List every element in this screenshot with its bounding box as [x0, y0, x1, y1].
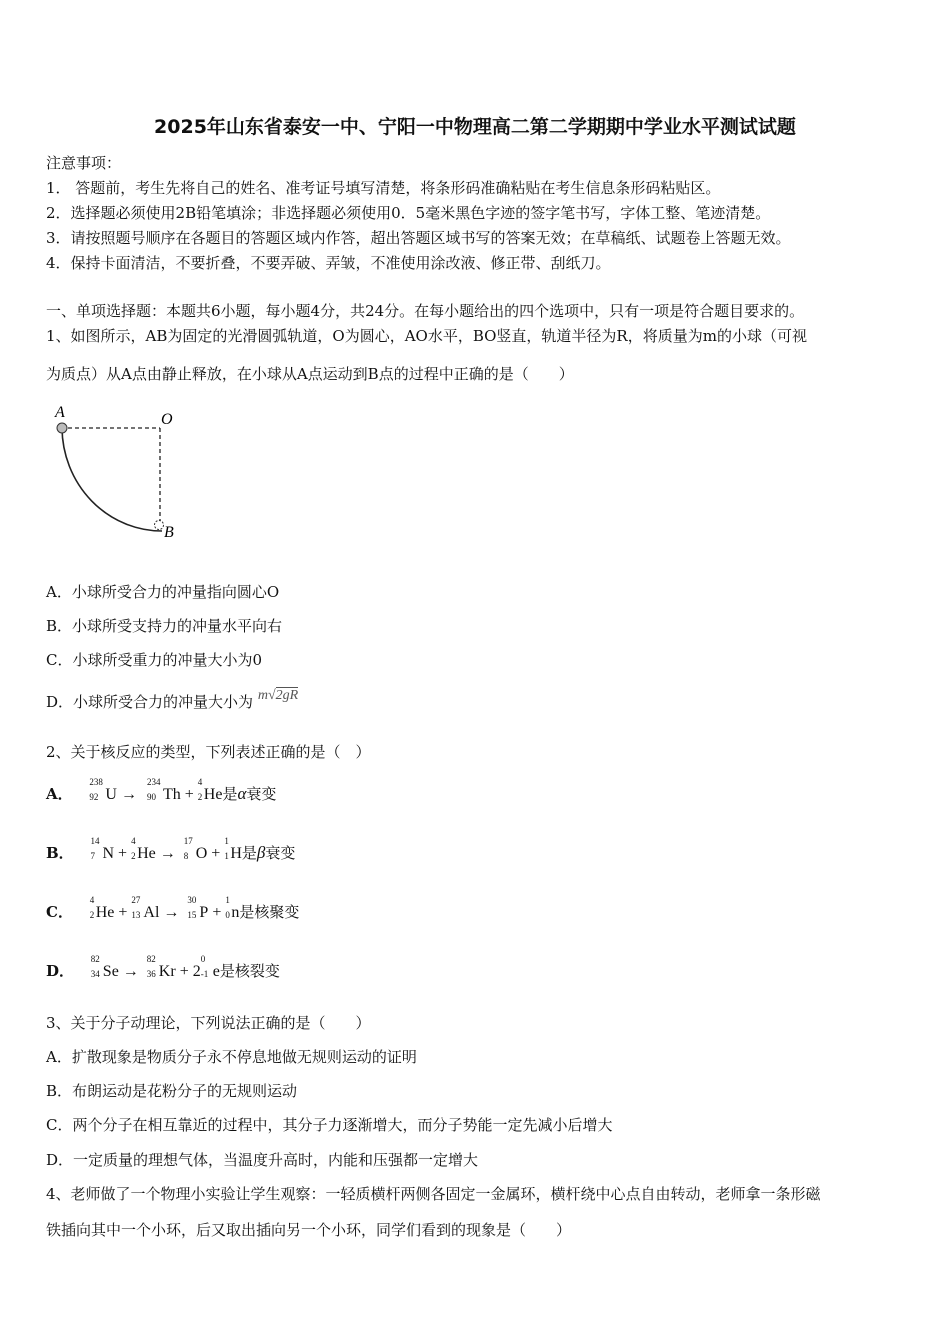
notice-item-1: 1． 答题前，考生先将自己的姓名、准考证号填写清楚，将条形码准确粘贴在考生信息条形码粘贴区。 — [46, 179, 721, 197]
notice-item-4: 4．保持卡面清洁，不要折叠，不要弄破、弄皱，不准使用涂改液、修正带、刮纸刀。 — [46, 254, 611, 272]
nuclide-he4: 4 2 He — [131, 836, 156, 863]
label-o: O — [161, 411, 173, 428]
q1-option-a: A．小球所受合力的冲量指向圆心O — [46, 583, 280, 601]
q3-option-c: C．两个分子在相互靠近的过程中，其分子力逐渐增大，而分子势能一定先减小后增大 — [46, 1116, 613, 1134]
nuclide-electron: 0 -1 e — [200, 954, 220, 981]
q3-stem: 3、关于分子动理论，下列说法正确的是（ ） — [46, 1014, 371, 1032]
alpha-symbol: α — [237, 784, 247, 803]
q2-stem: 2、关于核反应的类型，下列表述正确的是（ ） — [46, 743, 371, 761]
q1-option-b: B．小球所受支持力的冲量水平向右 — [46, 617, 283, 635]
q1-stem-line-1: 1、如图所示，AB为固定的光滑圆弧轨道，O为圆心，AO水平，BO竖直，轨道半径为R，将质量为m的小球（可视 — [46, 327, 807, 345]
q2-option-c: C． 4 2 He + 27 13 Al → 30 15 P + 1 0 n是核聚变 — [46, 895, 300, 922]
notice-item-2: 2．选择题必须使用2B铅笔填涂；非选择题必须使用0．5毫米黑色字迹的签字笔书写，字体工整、笔迹清楚。 — [46, 204, 771, 222]
q1-arc-figure — [48, 400, 188, 545]
nuclide-se82: 82 34 Se — [90, 954, 119, 981]
q2-c-equation: 4 2 He + 27 13 Al → 30 15 P + 1 0 n — [89, 895, 240, 922]
q4-stem-line-1: 4、老师做了一个物理小实验让学生观察：一轻质横杆两侧各固定一金属环，横杆绕中心点自由转动，老师拿一条形磁 — [46, 1185, 821, 1203]
nuclide-p30: 30 15 P — [187, 895, 209, 922]
q2-option-d: D． 82 34 Se → 82 36 Kr + 2 0 -1 e是核裂变 — [46, 954, 280, 981]
nuclide-al27: 27 13 Al — [131, 895, 160, 922]
q3-option-a: A．扩散现象是物质分子永不停息地做无规则运动的证明 — [46, 1048, 417, 1066]
nuclide-n14: 14 7 N — [90, 836, 115, 863]
q3-option-d: D．一定质量的理想气体，当温度升高时，内能和压强都一定增大 — [46, 1151, 479, 1169]
formula-m: m — [257, 688, 268, 703]
q1-option-c: C．小球所受重力的冲量大小为0 — [46, 651, 263, 669]
nuclide-n1: 1 0 n — [225, 895, 240, 922]
ball-at-b — [155, 521, 164, 530]
q2-option-d-label: D． — [46, 962, 75, 980]
nuclide-kr82: 82 36 Kr — [146, 954, 176, 981]
nuclide-h1: 1 1 H — [224, 836, 242, 863]
q2-option-b-label: B． — [46, 844, 74, 862]
q1-option-d-text: D．小球所受合力的冲量大小为 — [46, 693, 254, 711]
q1-option-d — [46, 688, 299, 714]
label-b: B — [164, 524, 174, 541]
arc-track — [62, 428, 162, 531]
nuclide-he4: 4 2 He — [89, 895, 115, 922]
formula-root: 2gR — [275, 688, 299, 703]
beta-symbol: β — [256, 843, 266, 862]
nuclide-he4: 4 2 He — [197, 777, 223, 804]
q2-d-equation: 82 34 Se → 82 36 Kr + 2 0 -1 e — [90, 954, 220, 981]
q4-stem-line-2: 铁插向其中一个小环，后又取出插向另一个小环，同学们看到的现象是（ ） — [46, 1221, 572, 1239]
q1-stem-line-2: 为质点）从A点由静止释放，在小球从A点运动到B点的过程中正确的是（ ） — [46, 365, 574, 383]
arc-track-diagram — [48, 400, 188, 545]
arrow: → — [120, 786, 137, 803]
notice-heading: 注意事项： — [46, 154, 122, 172]
nuclide-u238: 238 92 U — [89, 777, 117, 804]
sqrt-sign: √ — [267, 688, 276, 703]
nuclide-th234: 234 90 Th — [146, 777, 181, 804]
q2-b-equation: 14 7 N + 4 2 He → 17 8 O + 1 1 H — [90, 836, 242, 863]
q2-option-a-label: A． — [46, 785, 73, 803]
nuclide-o17: 17 8 O — [183, 836, 208, 863]
label-a: A — [55, 404, 65, 421]
q2-option-c-label: C． — [46, 903, 73, 921]
q2-option-a: A． 238 92 U → 234 90 Th + 4 2 He是α衰变 — [46, 777, 277, 804]
q2-option-b: B． 14 7 N + 4 2 He → 17 8 O + 1 1 H是β衰变 — [46, 836, 296, 863]
ball-at-a — [57, 423, 67, 433]
q3-option-b: B．布朗运动是花粉分子的无规则运动 — [46, 1082, 298, 1100]
page-title: 2025年山东省泰安一中、宁阳一中物理高二第二学期期中学业水平测试试题 — [154, 116, 796, 138]
notice-item-3: 3．请按照题号顺序在各题目的答题区域内作答，超出答题区域书写的答案无效；在草稿纸、试题卷上答题无效。 — [46, 229, 791, 247]
plus: + — [184, 786, 194, 803]
section-heading: 一、单项选择题：本题共6小题，每小题4分，共24分。在每小题给出的四个选项中，只有一项是符合题目要求的。 — [46, 302, 805, 320]
